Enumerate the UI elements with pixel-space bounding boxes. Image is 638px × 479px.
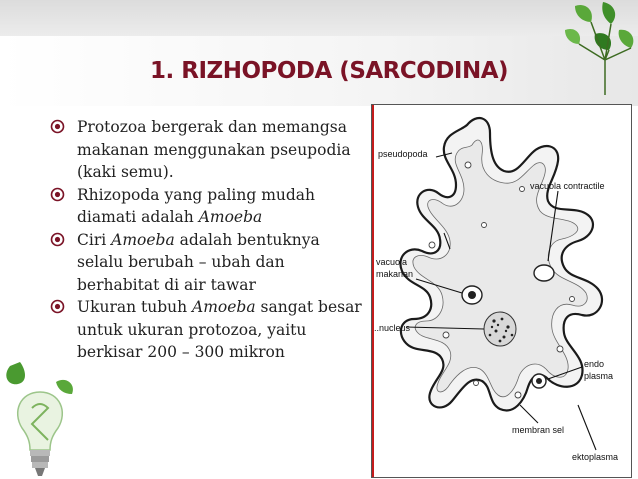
- nucleus-shape: [484, 312, 516, 346]
- contractile-vacuole-shape: [534, 265, 554, 281]
- slide-title: 1. RIZHOPODA (SARCODINA): [150, 58, 509, 84]
- label-nucleus: ..nucleus: [374, 323, 411, 333]
- label-makanan: makanan: [376, 269, 414, 279]
- bullet-item: [50, 296, 370, 364]
- bullet-text: Ukuran tubuh: [77, 298, 193, 316]
- bullet-text: Ciri: [77, 230, 112, 249]
- target-bullet-icon: [50, 187, 65, 202]
- top-band: [0, 0, 638, 36]
- label-ektoplasma: ektoplasma: [572, 452, 619, 462]
- target-bullet-icon: [50, 299, 65, 314]
- label-vacuola: vacuola: [376, 257, 408, 267]
- bullet-italic: Amoeba: [111, 230, 175, 249]
- label-pseudopoda: pseudopoda: [378, 149, 428, 159]
- bullet-italic: Amoeba: [192, 298, 256, 316]
- bullet-text: Rhizopoda yang paling mudah diamati adalah: [77, 185, 316, 226]
- bullet-item: [50, 184, 370, 229]
- amoeba-illustration: [372, 105, 631, 477]
- label-plasma: plasma: [584, 371, 614, 381]
- bullet-text-after: adalah bentuknya selalu berubah – ubah dan berhabitat di air tawar: [77, 230, 320, 294]
- eco-lightbulb-icon: [0, 352, 80, 479]
- label-vacuola-contractile: vacuola contractile: [530, 181, 605, 191]
- leaves-decoration-icon: [545, 0, 638, 95]
- food-vacuole-shape: [462, 286, 482, 304]
- endoplasm-particle-shape: [532, 374, 546, 388]
- label-membran-sel: membran sel: [512, 425, 565, 435]
- target-bullet-icon: [50, 232, 65, 247]
- label-endo: endo: [584, 359, 605, 369]
- target-bullet-icon: [50, 119, 65, 134]
- bullet-text: Protozoa bergerak dan memangsa makanan menggunakan pseupodia (kaki semu).: [77, 118, 351, 181]
- bullet-text-after: sangat besar untuk ukuran protozoa, yaitu berkisar 200 – 300 mikron: [77, 298, 362, 361]
- amoeba-diagram: [371, 104, 632, 478]
- bullet-italic: Amoeba: [198, 208, 263, 226]
- bullet-item: [50, 229, 370, 297]
- bullet-list: [50, 116, 370, 364]
- bullet-item: [50, 116, 370, 184]
